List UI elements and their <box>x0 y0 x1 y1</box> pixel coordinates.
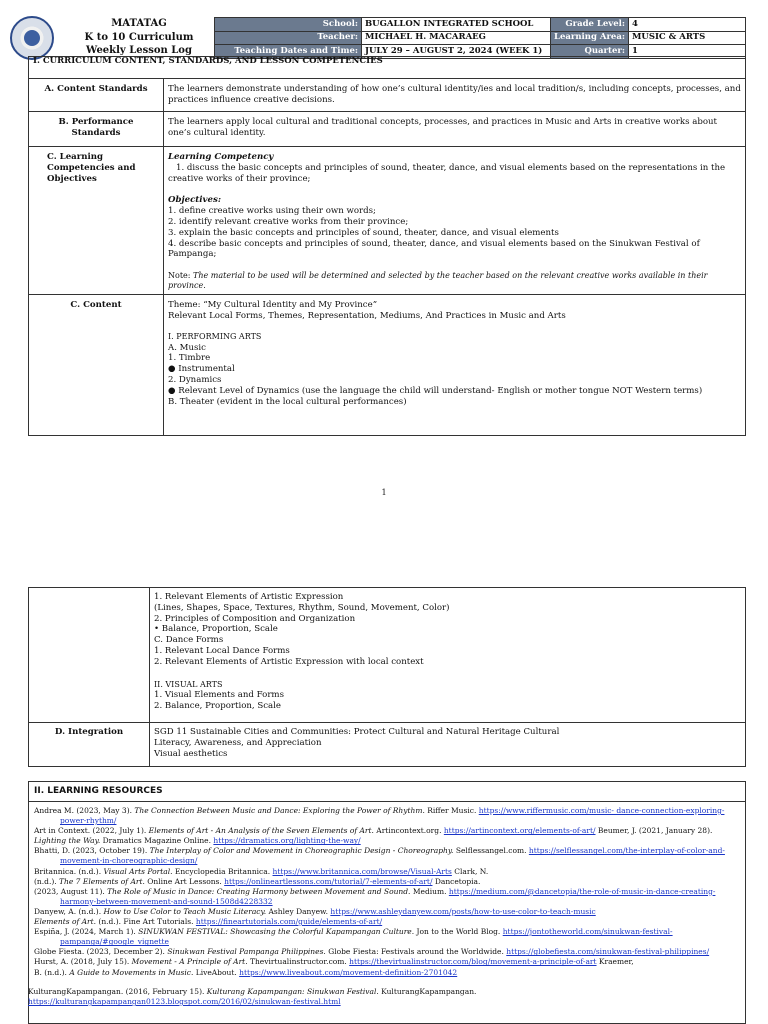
reference-item <box>34 957 740 967</box>
integration-cell <box>150 723 746 767</box>
reference-title: Lighting the Way. <box>34 836 101 846</box>
reference-item <box>34 907 740 917</box>
content-list-item: • Balance, Proportion, Scale <box>154 624 278 635</box>
reference-title: Visual Arts Portal. <box>103 866 173 876</box>
integration-line: SGD 11 Sustainable Cities and Communities: Protect Cultural and Natural Heritage Cultural <box>154 727 560 737</box>
curriculum-table-continued <box>28 587 746 767</box>
competencies-row <box>29 147 746 295</box>
reference-publisher: Selflessangel.com. <box>453 846 529 856</box>
competencies-cell <box>164 147 746 295</box>
content-list-item: ● Relevant Level of Dynamics (use the language the child will understand- English or mother tongue NOT Western terms) <box>168 385 703 396</box>
reference-title: The Interplay of Color and Movement in Choreographic Design - Choreography. <box>149 846 454 856</box>
reference-link[interactable]: https://globefiesta.com/sinukwan-festival-philippines/ <box>506 947 710 957</box>
brand-line: Weekly Lesson Log <box>86 45 192 56</box>
school-value: BUGALLON INTEGRATED SCHOOL <box>362 18 551 32</box>
learning-area-value: MUSIC & ARTS <box>629 31 746 45</box>
content-label: C. Content <box>29 295 164 436</box>
objective-item: 3. explain the basic concepts and principles of sound, theater, dance, and visual elements <box>168 227 559 238</box>
reference-publisher: Encyclopedia Britannica. <box>172 866 273 876</box>
school-label: School: <box>215 18 362 32</box>
reference-link[interactable]: https://jontotheworld.com/sinukwan-festival-pampanga/#google_vignette <box>60 927 673 947</box>
divider <box>29 801 745 802</box>
section-title: I. CURRICULUM CONTENT, STANDARDS, AND LESSON COMPETENCIES <box>29 57 746 79</box>
competencies-label: C. Learning Competencies and Objectives <box>29 147 164 295</box>
content-list-item: B. Theater (evident in the local cultural performances) <box>168 396 407 407</box>
dates-value: JULY 29 – AUGUST 2, 2024 (WEEK 1) <box>362 45 551 59</box>
reference-author: Hurst, A. (2018, July 15). <box>34 957 132 967</box>
reference-link[interactable]: https://onlineartlessons.com/tutorial/7-elements-of-art/ <box>224 876 433 886</box>
reference-author: Andrea M. (2023, May 3). <box>34 806 135 815</box>
content-list-item: A. Music <box>168 342 206 353</box>
reference-item <box>34 887 740 907</box>
content-list-item: 1. Relevant Elements of Artistic Expression <box>154 592 344 602</box>
competency-text: 1. discuss the basic concepts and principles of sound, theater, dance, and visual elements based on the representations in the creative works of their province; <box>168 162 726 184</box>
reference-title: SINUKWAN FESTIVAL: Showcasing the Colorful Kapampangan Culture. <box>138 927 415 937</box>
dates-label: Teaching Dates and Time: <box>215 45 362 59</box>
reference-link[interactable]: https://selflessangel.com/the-interplay-of-color-and-movement-in-choreographic-design/ <box>60 846 725 866</box>
reference-link[interactable]: https://fineartutorials.com/guide/elements-of-art/ <box>195 917 383 927</box>
reference-publisher: Online Art Lessons. <box>144 876 225 886</box>
reference-publisher: Jon to the World Blog. <box>414 927 503 937</box>
reference-publisher: Dramatics Magazine Online. <box>100 836 214 846</box>
reference-item <box>34 826 740 836</box>
reference-author: (n.d.). <box>34 876 60 886</box>
reference-publisher: Medium. <box>410 886 449 896</box>
content-list-item: (Lines, Shapes, Space, Textures, Rhythm, Sound, Movement, Color) <box>154 602 450 613</box>
note <box>168 271 741 291</box>
empty-label-cell <box>29 588 150 723</box>
reference-author: Espiña, J. (2024, March 1). <box>34 927 139 937</box>
objective-item: 1. define creative works using their own words; <box>168 206 376 217</box>
content-standards-label: A. Content Standards <box>29 79 164 112</box>
visual-list-item: 2. Balance, Proportion, Scale <box>154 701 282 712</box>
content-list-item: C. Dance Forms <box>154 635 224 646</box>
reference-author: Danyew, A. (n.d.). <box>34 906 104 916</box>
reference-author: Art in Context. (2022, July 1). <box>34 826 149 836</box>
content-list-item: 2. Dynamics <box>168 374 222 385</box>
competency-heading: Learning Competency <box>168 152 274 162</box>
integration-line: Visual aesthetics <box>154 748 228 759</box>
grade-level-value: 4 <box>629 18 746 32</box>
reference-author: Globe Fiesta. (2023, December 2). <box>34 947 168 957</box>
content-list-item: 2. Principles of Composition and Organization <box>154 613 356 624</box>
reference-publisher: Ashley Danyew. <box>266 906 331 916</box>
quarter-label: Quarter: <box>551 45 629 59</box>
integration-label: D. Integration <box>29 723 150 767</box>
brand-line: K to 10 Curriculum <box>84 31 194 43</box>
reference-title: Kulturang Kapampangan: Sinukwan Festival. <box>206 987 379 996</box>
content-list-item: 1. Relevant Local Dance Forms <box>154 645 290 656</box>
reference-title: Sinukwan Festival Pampanga Philippines. <box>167 947 326 957</box>
content-standards-row <box>29 79 746 112</box>
reference-title: How to Use Color to Teach Music Literacy. <box>103 906 267 916</box>
objectives-heading: Objectives: <box>168 195 222 206</box>
curriculum-table <box>28 56 746 436</box>
page-number: 1 <box>381 488 387 497</box>
visual-list-item: 1. Visual Elements and Forms <box>154 690 284 701</box>
reference-publisher: Globe Fiesta: Festivals around the Worldwide. <box>325 947 507 957</box>
reference-link[interactable]: https://www.britannica.com/browse/Visual-Arts <box>272 866 452 876</box>
content-list-item: 1. Timbre <box>168 353 211 364</box>
reference-publisher: Thevirtualinstructor.com. <box>247 957 350 967</box>
reference-item <box>34 836 740 846</box>
reference-item <box>34 806 740 826</box>
reference-title: The Connection Between Music and Dance: Exploring the Power of Rhythm. <box>134 806 425 815</box>
content-list-item: 2. Relevant Elements of Artistic Expression with local context <box>154 656 424 667</box>
reference-author: KulturangKapampangan. (2016, February 15). <box>28 987 207 996</box>
performance-standards-text: The learners apply local cultural and traditional concepts, processes, and practices in Music and Arts in creative works about one’s cultural identity. <box>164 112 746 147</box>
reference-item <box>34 877 740 887</box>
reference-continuation: Dancetopia. <box>432 876 481 886</box>
reference-item <box>34 968 740 978</box>
deped-seal-icon <box>10 16 54 60</box>
objective-item: 4. describe basic concepts and principles of sound, theater, dance, and visual elements based on the Sinukwan Festival of Pampanga; <box>168 238 700 260</box>
learning-resources-title: II. LEARNING RESOURCES <box>34 786 163 796</box>
reference-link[interactable]: https://medium.com/@dancetopia/the-role-of-music-in-dance-creating-harmony-between-movement-and-sound-1508d4228332 <box>60 886 716 906</box>
reference-continuation: Beumer, J. (2021, January 28). <box>595 826 713 836</box>
reference-continuation: Clark, N. <box>451 866 489 876</box>
note-text: The material to be used will be determined and selected by the teacher based on the relevant creative works available in their province. <box>168 271 708 291</box>
reference-author: B. (n.d.). <box>34 967 70 977</box>
content-continued-cell <box>150 588 746 723</box>
content-standards-text: The learners demonstrate understanding of how one’s cultural identity/ies and local tradition/s, including concepts, processes, and practices influence creative decisions. <box>164 79 746 112</box>
reference-title: The Role of Music in Dance: Creating Harmony between Movement and Sound. <box>107 886 411 896</box>
content-cell <box>164 295 746 436</box>
content-list-item: ● Instrumental <box>168 364 235 375</box>
visual-list-item: II. VISUAL ARTS <box>154 679 223 689</box>
teacher-label: Teacher: <box>215 31 362 45</box>
reference-item <box>34 947 740 957</box>
reference-tail <box>28 987 744 1007</box>
note-label: Note: <box>168 271 194 281</box>
reference-link[interactable]: https://artincontext.org/elements-of-art/ <box>443 826 596 836</box>
reference-item <box>34 846 740 866</box>
reference-item <box>34 917 740 927</box>
content-row <box>29 295 746 436</box>
reference-publisher: KulturangKapampangan. <box>378 987 477 996</box>
reference-author: Britannica. (n.d.). <box>34 866 104 876</box>
performance-standards-row <box>29 112 746 147</box>
header-row <box>215 18 746 32</box>
integration-row <box>29 723 746 767</box>
integration-line: Literacy, Awareness, and Appreciation <box>154 737 322 748</box>
learning-area-label: Learning Area: <box>551 31 629 45</box>
reference-title: Elements of Art - An Analysis of the Seven Elements of Art. <box>148 826 374 836</box>
reference-link[interactable]: https://dramatics.org/lighting-the-way/ <box>213 836 361 846</box>
reference-publisher: Riffer Music. <box>424 806 479 815</box>
content-continued-row <box>29 588 746 723</box>
header-row <box>215 31 746 45</box>
reference-link[interactable]: https://www.riffermusic.com/music- dance-connection-exploring-power-rhythm/ <box>60 806 725 826</box>
reference-list <box>34 806 740 978</box>
reference-link[interactable]: https://www.liveabout.com/movement-definition-2701042 <box>239 967 458 977</box>
reference-publisher: LiveAbout. <box>193 967 240 977</box>
reference-link[interactable]: https://kulturangkapampangan0123.blogspot.com/2016/02/sinukwan-festival.html <box>28 997 341 1007</box>
header-info-table <box>214 17 746 59</box>
reference-author: (2023, August 11). <box>34 886 108 896</box>
teacher-value: MICHAEL H. MACARAEG <box>362 31 551 45</box>
objective-item: 2. identify relevant creative works from their province; <box>168 216 409 227</box>
section-title-row <box>29 57 746 79</box>
reference-item <box>34 927 740 947</box>
reference-continuation: Kraemer, <box>596 957 634 967</box>
reference-publisher: (n.d.). Fine Art Tutorials. <box>96 917 196 927</box>
content-line: Theme: “My Cultural Identity and My Province” <box>168 300 378 311</box>
reference-title: The 7 Elements of Art. <box>59 876 145 886</box>
reference-title: A Guide to Movements in Music. <box>69 967 194 977</box>
reference-title: Elements of Art. <box>34 917 97 927</box>
reference-author: Bhatti, D. (2023, October 19). <box>34 846 150 856</box>
grade-level-label: Grade Level: <box>551 18 629 32</box>
content-line: Relevant Local Forms, Themes, Representation, Mediums, And Practices in Music and Arts <box>168 310 566 321</box>
brand-block <box>64 17 214 58</box>
reference-title: Movement - A Principle of Art. <box>131 957 248 967</box>
brand-line: MATATAG <box>111 18 167 29</box>
reference-link[interactable]: https://www.ashleydanyew.com/posts/how-to-use-color-to-teach-music <box>330 906 596 916</box>
performance-standards-label: B. Performance Standards <box>29 112 164 147</box>
reference-item <box>34 867 740 877</box>
reference-publisher: Artincontext.org. <box>373 826 444 836</box>
quarter-value: 1 <box>629 45 746 59</box>
content-list-item: I. PERFORMING ARTS <box>168 331 262 341</box>
reference-link[interactable]: https://thevirtualinstructor.com/blog/movement-a-principle-of-art <box>349 957 597 967</box>
